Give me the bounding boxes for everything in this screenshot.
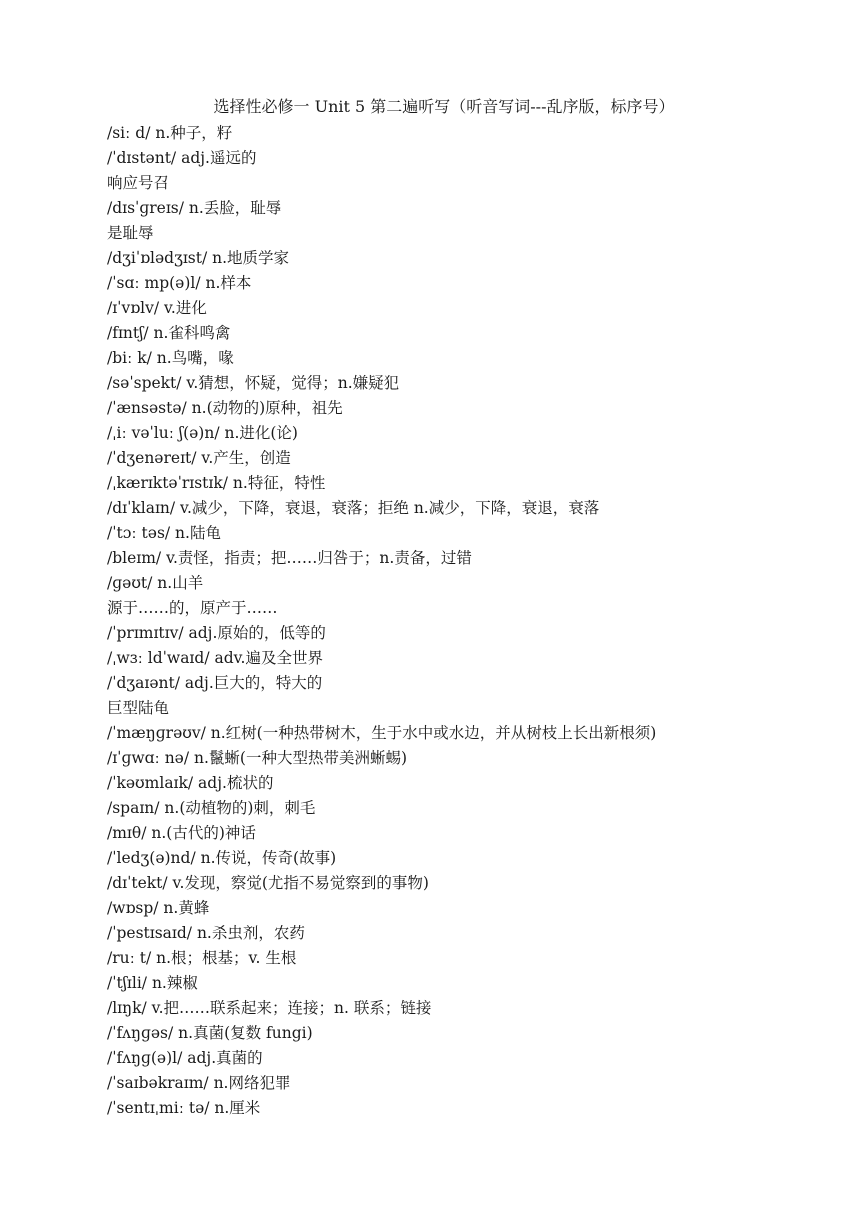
vocabulary-line: 是耻辱 (107, 224, 154, 242)
document-title: 选择性必修一 Unit 5 第二遍听写（听音写词---乱序版，标序号） (213, 97, 675, 116)
vocabulary-line: /ˌwɜː ldˈwaɪd/ adv.遍及全世界 (107, 649, 323, 667)
vocabulary-line: 响应号召 (107, 174, 170, 192)
vocabulary-line: /ˌkærɪktəˈrɪstɪk/ n.特征，特性 (107, 474, 326, 492)
vocabulary-line: /ˈledʒ(ə)nd/ n.传说，传奇(故事) (107, 849, 337, 867)
vocabulary-line: /ˈmæŋɡrəʊv/ n.红树(一种热带树木，生于水中或水边，并从树枝上长出新根须) (107, 724, 657, 742)
vocabulary-list (107, 121, 847, 1121)
vocabulary-line: /fɪntʃ/ n.雀科鸣禽 (107, 324, 231, 342)
vocabulary-line: /ˈprɪmɪtɪv/ adj.原始的，低等的 (107, 624, 326, 642)
vocabulary-line: /ɡəʊt/ n.山羊 (107, 574, 204, 592)
vocabulary-line: /ˈdɪstənt/ adj.遥远的 (107, 149, 257, 167)
vocabulary-line: /ˈfʌŋɡ(ə)l/ adj.真菌的 (107, 1049, 263, 1067)
vocabulary-line: /ˈpestɪsaɪd/ n.杀虫剂，农药 (107, 924, 305, 942)
vocabulary-line: /ˈtʃɪli/ n.辣椒 (107, 974, 198, 992)
vocabulary-line: /ɪˈɡwɑː nə/ n.鬣蜥(一种大型热带美洲蜥蜴) (107, 749, 408, 767)
vocabulary-line: 巨型陆龟 (107, 699, 170, 717)
vocabulary-line: /wɒsp/ n.黄蜂 (107, 899, 210, 917)
vocabulary-line: /ˈænsəstə/ n.(动物的)原种，祖先 (107, 399, 343, 417)
vocabulary-line: /biː k/ n.鸟嘴，喙 (107, 349, 234, 367)
vocabulary-line: /ˈdʒenəreɪt/ v.产生，创造 (107, 449, 291, 467)
vocabulary-line: /lɪŋk/ v.把……联系起来；连接；n. 联系；链接 (107, 999, 432, 1017)
vocabulary-line: /siː d/ n.种子，籽 (107, 124, 233, 142)
vocabulary-line: /ˈtɔː təs/ n.陆龟 (107, 524, 221, 542)
vocabulary-line: 源于……的，原产于…… (107, 599, 278, 617)
vocabulary-line: /ˌiː vəˈluː ʃ(ə)n/ n.进化(论) (107, 424, 298, 442)
vocabulary-line: /ruː t/ n.根；根基；v. 生根 (107, 949, 297, 967)
vocabulary-line: /ˈsentɪˌmiː tə/ n.厘米 (107, 1099, 261, 1117)
vocabulary-line: /dɪˈklaɪn/ v.减少，下降，衰退，衰落；拒绝 n.减少，下降，衰退，衰落 (107, 499, 600, 517)
vocabulary-line: /səˈspekt/ v.猜想，怀疑，觉得；n.嫌疑犯 (107, 374, 400, 392)
vocabulary-line: /ˈkəʊmlaɪk/ adj.梳状的 (107, 774, 274, 792)
vocabulary-line: /ˈsaɪbəkraɪm/ n.网络犯罪 (107, 1074, 291, 1092)
vocabulary-line: /dʒiˈɒlədʒɪst/ n.地质学家 (107, 249, 290, 267)
vocabulary-line: /ˈdʒaɪənt/ adj.巨大的，特大的 (107, 674, 323, 692)
vocabulary-line: /spaɪn/ n.(动植物的)刺，刺毛 (107, 799, 316, 817)
vocabulary-line: /ˈfʌŋɡəs/ n.真菌(复数 fungi) (107, 1024, 313, 1042)
vocabulary-line: /ˈsɑː mp(ə)l/ n.样本 (107, 274, 252, 292)
vocabulary-line: /bleɪm/ v.责怪，指责；把……归咎于；n.责备，过错 (107, 549, 472, 567)
vocabulary-line: /mɪθ/ n.(古代的)神话 (107, 824, 256, 842)
vocabulary-line: /ɪˈvɒlv/ v.进化 (107, 299, 207, 317)
vocabulary-line: /dɪˈtekt/ v.发现，察觉(尤指不易觉察到的事物) (107, 874, 429, 892)
vocabulary-line: /dɪsˈɡreɪs/ n.丢脸，耻辱 (107, 199, 282, 217)
